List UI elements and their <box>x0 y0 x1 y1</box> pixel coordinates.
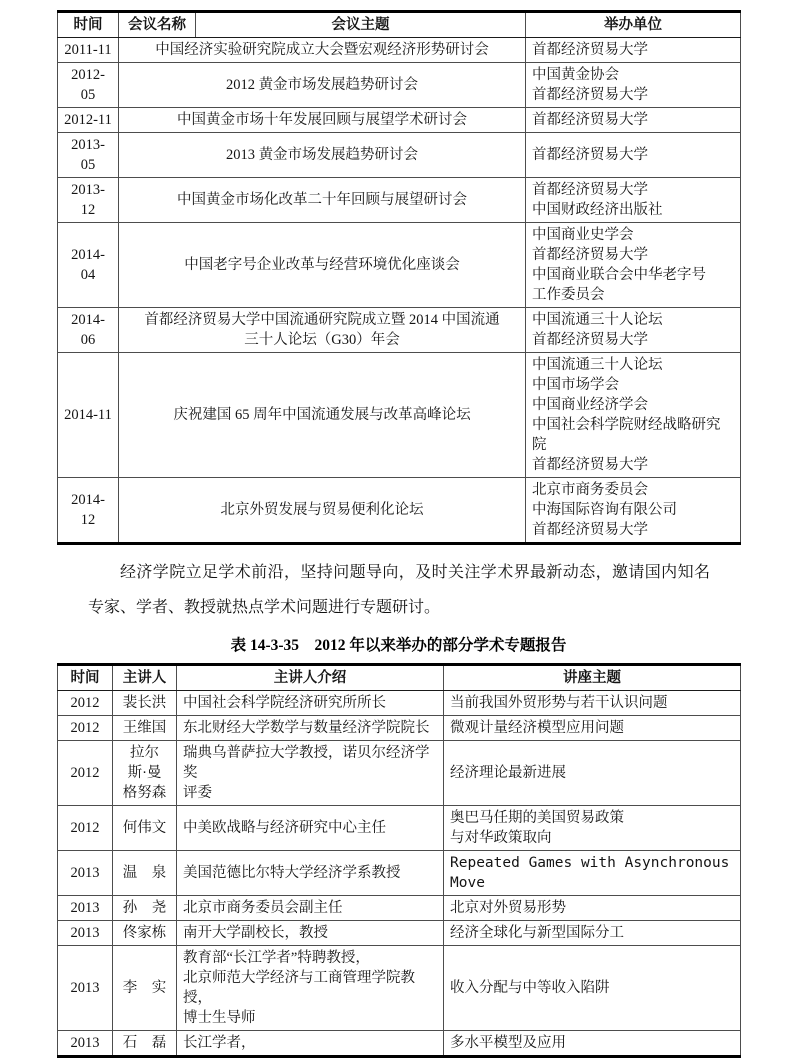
time-cell: 2012 <box>58 806 113 851</box>
speaker-intro-cell: 东北财经大学数学与数量经济学院院长 <box>177 716 444 741</box>
table-row <box>58 896 741 921</box>
header-meeting-name: 会议名称 <box>119 12 196 38</box>
speaker-cell: 温 泉 <box>113 851 177 896</box>
speaker-intro-cell: 中国社会科学院经济研究所所长 <box>177 691 444 716</box>
table-row <box>58 716 741 741</box>
time-cell: 2012 <box>58 741 113 806</box>
meeting-topic-cell: 首都经济贸易大学中国流通研究院成立暨 2014 中国流通 三十人论坛（G30）年会 <box>119 308 526 353</box>
meeting-topic-cell: 庆祝建国 65 周年中国流通发展与改革高峰论坛 <box>119 353 526 478</box>
table-row <box>58 806 741 851</box>
table-row <box>58 308 741 353</box>
table-row <box>58 851 741 896</box>
lecture-topic-cell: 多水平模型及应用 <box>444 1031 741 1057</box>
header-host: 举办单位 <box>526 12 741 38</box>
intro-paragraph: 经济学院立足学术前沿，坚持问题导向，及时关注学术界最新动态，邀请国内知名专家、学者、教授就热点学术问题进行专题研讨。 <box>88 564 710 616</box>
speaker-intro-cell: 南开大学副校长，教授 <box>177 921 444 946</box>
lecture-table <box>57 663 741 1058</box>
table-row <box>58 691 741 716</box>
lecture-topic-cell: 奥巴马任期的美国贸易政策 与对华政策取向 <box>444 806 741 851</box>
speaker-intro-cell: 中美欧战略与经济研究中心主任 <box>177 806 444 851</box>
speaker-intro-cell: 教育部“长江学者”特聘教授， 北京师范大学经济与工商管理学院教授， 博士生导师 <box>177 946 444 1031</box>
time-cell: 2014-12 <box>58 478 119 544</box>
lecture-topic-cell: 经济理论最新进展 <box>444 741 741 806</box>
lecture-topic-cell: 收入分配与中等收入陷阱 <box>444 946 741 1031</box>
header-meeting-topic: 会议主题 <box>196 12 526 38</box>
table-row <box>58 921 741 946</box>
lecture-topic-cell: Repeated Games with Asynchronous Move <box>444 851 741 896</box>
speaker-cell: 裴长洪 <box>113 691 177 716</box>
time-cell: 2013-05 <box>58 133 119 178</box>
table-row <box>58 178 741 223</box>
time-cell: 2012-05 <box>58 63 119 108</box>
header-time: 时间 <box>58 12 119 38</box>
time-cell: 2012 <box>58 716 113 741</box>
table-row <box>58 223 741 308</box>
table-row <box>58 108 741 133</box>
time-cell: 2013 <box>58 946 113 1031</box>
speaker-cell: 何伟文 <box>113 806 177 851</box>
speaker-intro-cell: 美国范德比尔特大学经济学系教授 <box>177 851 444 896</box>
table-row <box>58 946 741 1031</box>
time-cell: 2013 <box>58 896 113 921</box>
hosts-cell: 中国流通三十人论坛 中国市场学会 中国商业经济学会 中国社会科学院财经战略研究院 首都经济贸易大学 <box>526 353 741 478</box>
hosts-cell: 北京市商务委员会 中海国际咨询有限公司 首都经济贸易大学 <box>526 478 741 544</box>
table-row <box>58 741 741 806</box>
header-speaker-intro: 主讲人介绍 <box>177 665 444 691</box>
meeting-topic-cell: 中国经济实验研究院成立大会暨宏观经济形势研讨会 <box>119 38 526 63</box>
speaker-cell: 拉尔 斯·曼 格努森 <box>113 741 177 806</box>
time-cell: 2013-12 <box>58 178 119 223</box>
lecture-table-header-row <box>58 665 741 691</box>
header-time: 时间 <box>58 665 113 691</box>
time-cell: 2013 <box>58 1031 113 1057</box>
lecture-topic-cell: 微观计量经济模型应用问题 <box>444 716 741 741</box>
table-row <box>58 1031 741 1057</box>
table-row <box>58 478 741 544</box>
table-row <box>58 353 741 478</box>
meeting-topic-cell: 中国黄金市场十年发展回顾与展望学术研讨会 <box>119 108 526 133</box>
speaker-intro-cell: 北京市商务委员会副主任 <box>177 896 444 921</box>
speaker-cell: 李 实 <box>113 946 177 1031</box>
table-row <box>58 63 741 108</box>
table-row <box>58 133 741 178</box>
conference-table-header-row <box>58 12 741 38</box>
speaker-cell: 孙 尧 <box>113 896 177 921</box>
table-row <box>58 38 741 63</box>
table2-caption: 表 14-3-35 2012 年以来举办的部分学术专题报告 <box>230 637 567 654</box>
hosts-cell: 首都经济贸易大学 <box>526 38 741 63</box>
time-cell: 2012 <box>58 691 113 716</box>
speaker-intro-cell: 瑞典乌普萨拉大学教授，诺贝尔经济学奖 评委 <box>177 741 444 806</box>
time-cell: 2011-11 <box>58 38 119 63</box>
time-cell: 2013 <box>58 921 113 946</box>
time-cell: 2014-11 <box>58 353 119 478</box>
header-speaker: 主讲人 <box>113 665 177 691</box>
hosts-cell: 中国流通三十人论坛 首都经济贸易大学 <box>526 308 741 353</box>
lecture-topic-cell: 北京对外贸易形势 <box>444 896 741 921</box>
hosts-cell: 首都经济贸易大学 <box>526 133 741 178</box>
header-lecture-topic: 讲座主题 <box>444 665 741 691</box>
time-cell: 2014-04 <box>58 223 119 308</box>
hosts-cell: 中国黄金协会 首都经济贸易大学 <box>526 63 741 108</box>
hosts-cell: 首都经济贸易大学 中国财政经济出版社 <box>526 178 741 223</box>
speaker-intro-cell: 长江学者， <box>177 1031 444 1057</box>
hosts-cell: 首都经济贸易大学 <box>526 108 741 133</box>
time-cell: 2013 <box>58 851 113 896</box>
meeting-topic-cell: 中国老字号企业改革与经营环境优化座谈会 <box>119 223 526 308</box>
hosts-cell: 中国商业史学会 首都经济贸易大学 中国商业联合会中华老字号 工作委员会 <box>526 223 741 308</box>
time-cell: 2014-06 <box>58 308 119 353</box>
time-cell: 2012-11 <box>58 108 119 133</box>
meeting-topic-cell: 中国黄金市场化改革二十年回顾与展望研讨会 <box>119 178 526 223</box>
conference-table <box>57 10 741 545</box>
meeting-topic-cell: 2013 黄金市场发展趋势研讨会 <box>119 133 526 178</box>
meeting-topic-cell: 2012 黄金市场发展趋势研讨会 <box>119 63 526 108</box>
lecture-topic-cell: 经济全球化与新型国际分工 <box>444 921 741 946</box>
speaker-cell: 石 磊 <box>113 1031 177 1057</box>
meeting-topic-cell: 北京外贸发展与贸易便利化论坛 <box>119 478 526 544</box>
speaker-cell: 佟家栋 <box>113 921 177 946</box>
speaker-cell: 王维国 <box>113 716 177 741</box>
lecture-topic-cell: 当前我国外贸形势与若干认识问题 <box>444 691 741 716</box>
